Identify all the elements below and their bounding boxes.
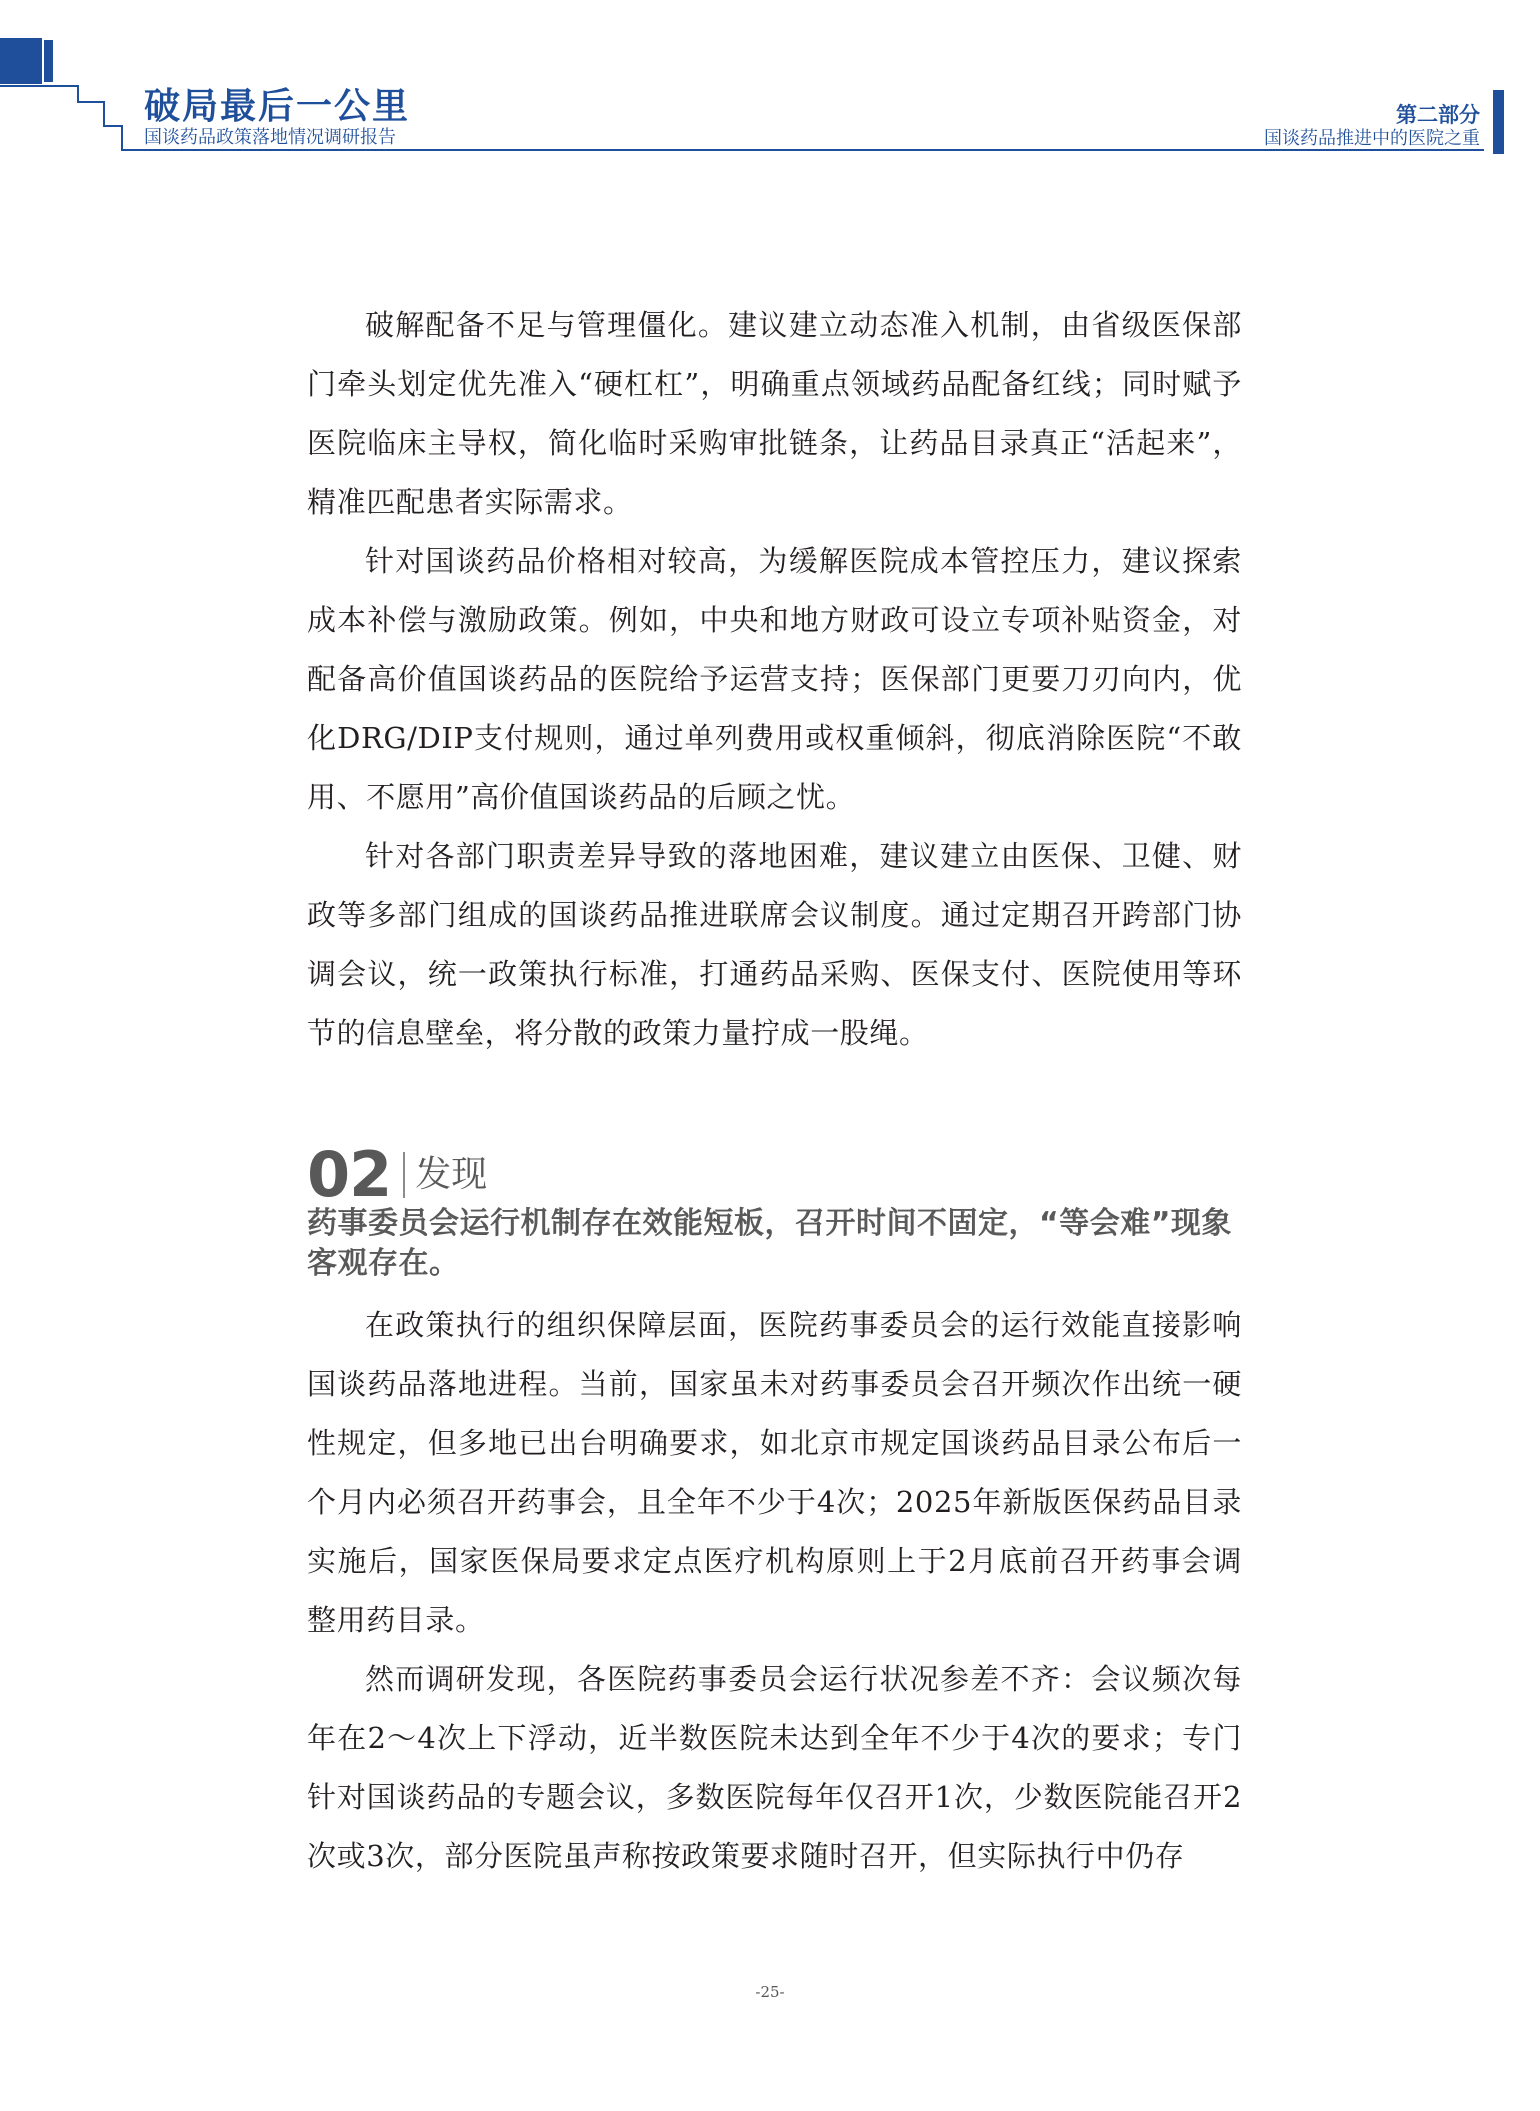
paragraph: 针对国谈药品价格相对较高，为缓解医院成本管控压力，建议探索成本补偿与激励政策。例如，中央和地方财政可设立专项补贴资金，对配备高价值国谈药品的医院给予运营支持；医保部门更要刀刃向内，优化DRG/DIP支付规则，通过单列费用或权重倾斜，彻底消除医院“不敢用、不愿用”高价值国谈药品的后顾之忧。 [307, 544, 1242, 814]
section-divider [403, 1152, 405, 1198]
header-right-bar [1493, 90, 1504, 154]
paragraph: 针对各部门职责差异导致的落地困难，建议建立由医保、卫健、财政等多部门组成的国谈药品推进联席会议制度。通过定期召开跨部门协调会议，统一政策执行标准，打通药品采购、医保支付、医院使用等环节的信息壁垒，将分散的政策力量拧成一股绳。 [307, 839, 1242, 1050]
section-number: 02 [307, 1138, 392, 1211]
section-heading [307, 1140, 487, 1210]
bottom-body-text [307, 1296, 1242, 1886]
paragraph: 在政策执行的组织保障层面，医院药事委员会的运行效能直接影响国谈药品落地进程。当前，国家虽未对药事委员会召开频次作出统一硬性规定，但多地已出台明确要求，如北京市规定国谈药品目录公布后一个月内必须召开药事会，且全年不少于4次；2025年新版医保药品目录实施后，国家医保局要求定点医疗机构原则上于2月底前召开药事会调整用药目录。 [307, 1308, 1242, 1637]
paragraph: 然而调研发现，各医院药事委员会运行状况参差不齐：会议频次每年在2～4次上下浮动，近半数医院未达到全年不少于4次的要求；专门针对国谈药品的专题会议，多数医院每年仅召开1次，少数医院能召开2次或3次，部分医院虽声称按政策要求随时召开，但实际执行中仍存 [307, 1662, 1242, 1873]
part-subtitle: 国谈药品推进中的医院之重 [1264, 128, 1480, 149]
page-number: -25- [755, 1983, 785, 2001]
top-body-text [307, 296, 1242, 1063]
report-title: 破局最后一公里 [144, 86, 411, 127]
section-subtitle: 药事委员会运行机制存在效能短板，召开时间不固定，“等会难”现象客观存在。 [307, 1206, 1232, 1281]
paragraph: 破解配备不足与管理僵化。建议建立动态准入机制，由省级医保部门牵头划定优先准入“硬杠杠”，明确重点领域药品配备红线；同时赋予医院临床主导权，简化临时采购审批链条，让药品目录真正“活起来”，精准匹配患者实际需求。 [307, 308, 1242, 519]
report-subtitle: 国谈药品政策落地情况调研报告 [144, 127, 396, 148]
section-label: 发现 [415, 1154, 488, 1195]
part-label: 第二部分 [1396, 103, 1480, 127]
